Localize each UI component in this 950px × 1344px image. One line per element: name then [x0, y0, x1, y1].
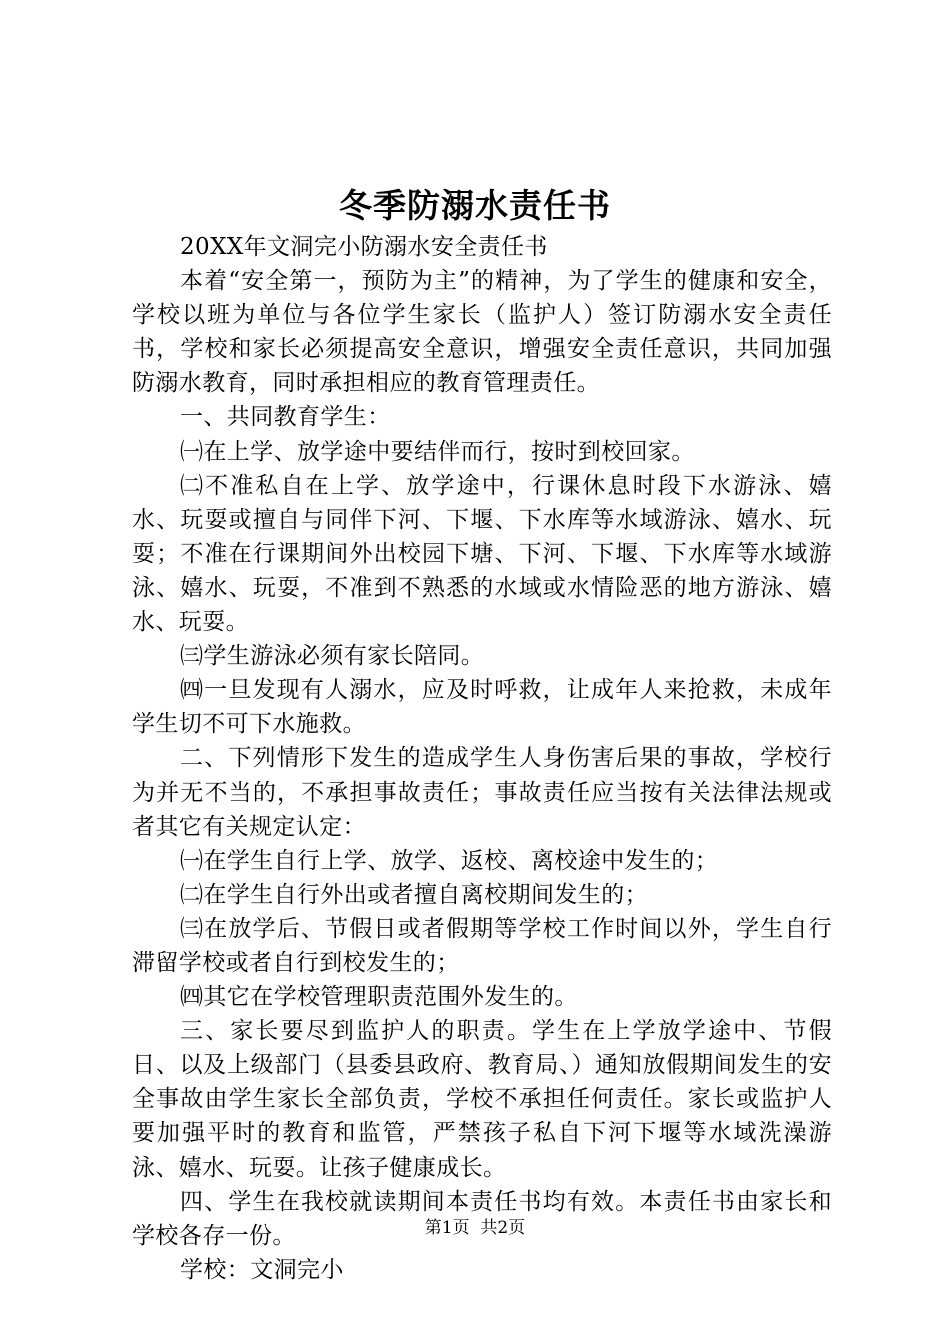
page-footer [0, 1216, 950, 1240]
list-item: ㈠在学生自行上学、放学、返校、离校途中发生的； [180, 847, 719, 874]
section-heading-2: 二、下列情形下发生的造成学生人身伤害后果的事故，学校行为并无不当的，不承担事故责任；事故责任应当按有关法律法规或者其它有关规定认定： [132, 745, 832, 840]
paragraph-subtitle: 20XX年文洞完小防溺水安全责任书 [180, 234, 548, 260]
document-body [132, 230, 832, 1287]
list-item: ㈢学生游泳必须有家长陪同。 [180, 643, 485, 670]
list-item: ㈡在学生自行外出或者擅自离校期间发生的； [180, 881, 648, 908]
list-item: ㈣其它在学校管理职责范围外发生的。 [180, 984, 578, 1011]
section-heading-1: 一、共同教育学生： [180, 404, 391, 431]
paragraph-intro: 本着“安全第一，预防为主”的精神，为了学生的健康和安全，学校以班为单位与各位学生家长（监护人）签订防溺水安全责任书，学校和家长必须提高安全意识，增强安全责任意识，共同加强防溺水教育，同时承担相应的教育管理责任。 [132, 268, 832, 397]
signature-school: 学校：文洞完小 [180, 1256, 344, 1283]
list-item: ㈡不准私自在上学、放学途中，行课休息时段下水游泳、嬉水、玩耍或擅自与同伴下河、下堰、下水库等水域游泳、嬉水、玩耍；不准在行课期间外出校园下塘、下河、下堰、下水库等水域游泳、嬉水、玩耍，不准到不熟悉的水域或水情险恶的地方游泳、嬉水、玩耍。 [132, 472, 832, 636]
list-item: ㈢在放学后、节假日或者假期等学校工作时间以外，学生自行滞留学校或者自行到校发生的； [132, 915, 832, 976]
section-4-paragraph: 四、学生在我校就读期间本责任书均有效。本责任书由家长和学校各存一份。 [132, 1188, 832, 1249]
page-number: 第1页 [424, 1218, 470, 1238]
page-title: 冬季防溺水责任书 [339, 186, 611, 225]
page-total: 共2页 [480, 1218, 526, 1238]
list-item: ㈠在上学、放学途中要结伴而行，按时到校回家。 [180, 438, 695, 465]
section-3-paragraph: 三、家长要尽到监护人的职责。学生在上学放学途中、节假日、以及上级部门（县委县政府、教育局、）通知放假期间发生的安全事故由学生家长全部负责，学校不承担任何责任。家长或监护人要加强平时的教育和监管，严禁孩子私自下河下堰等水域洗澡游泳、嬉水、玩耍。让孩子健康成长。 [132, 1018, 832, 1181]
list-item: ㈣一旦发现有人溺水，应及时呼救，让成年人来抢救，未成年学生切不可下水施救。 [132, 677, 832, 738]
